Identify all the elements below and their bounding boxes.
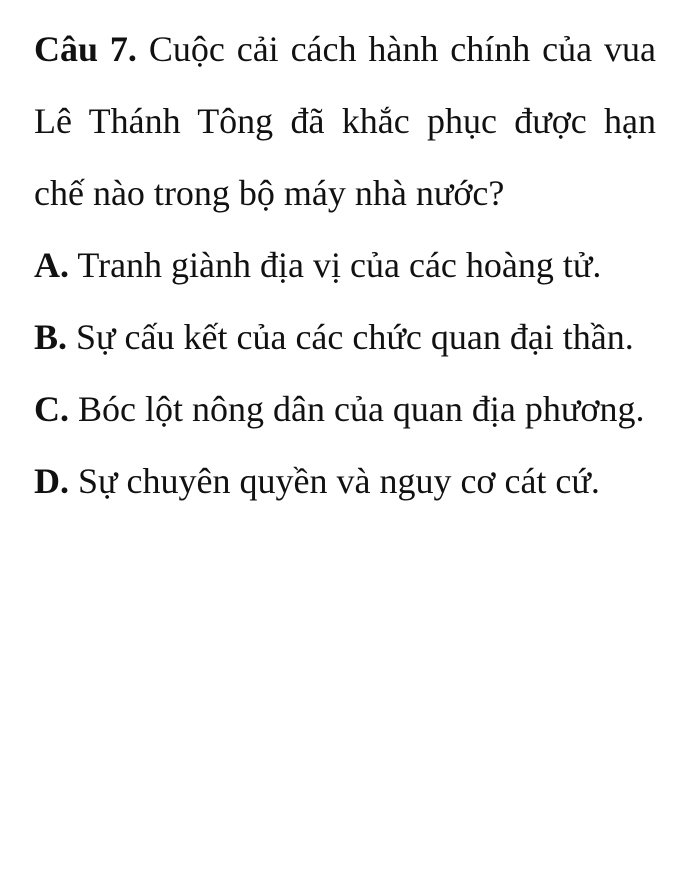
option-c-text: Bóc lột nông dân của quan địa phương. (78, 389, 645, 429)
option-b-letter: B. (34, 317, 68, 357)
question-stem (34, 13, 656, 229)
option-a (34, 229, 656, 301)
option-d-text: Sự chuyên quyền và nguy cơ cát cứ. (78, 461, 600, 501)
option-c-letter: C. (34, 389, 69, 429)
option-c (34, 373, 656, 445)
option-b-text: Sự cấu kết của các chức quan đại thần. (76, 317, 634, 357)
option-a-text: Tranh giành địa vị của các hoàng tử. (77, 245, 602, 285)
option-a-letter: A. (34, 245, 69, 285)
question-number: Câu 7. (34, 29, 137, 69)
question-text: Cuộc cải cách hành chính của vua Lê Thánh Tông đã khắc phục được hạn chế nào trong bộ máy nhà nước? (34, 29, 656, 213)
option-d-letter: D. (34, 461, 69, 501)
option-b (34, 301, 656, 373)
option-d (34, 445, 656, 517)
